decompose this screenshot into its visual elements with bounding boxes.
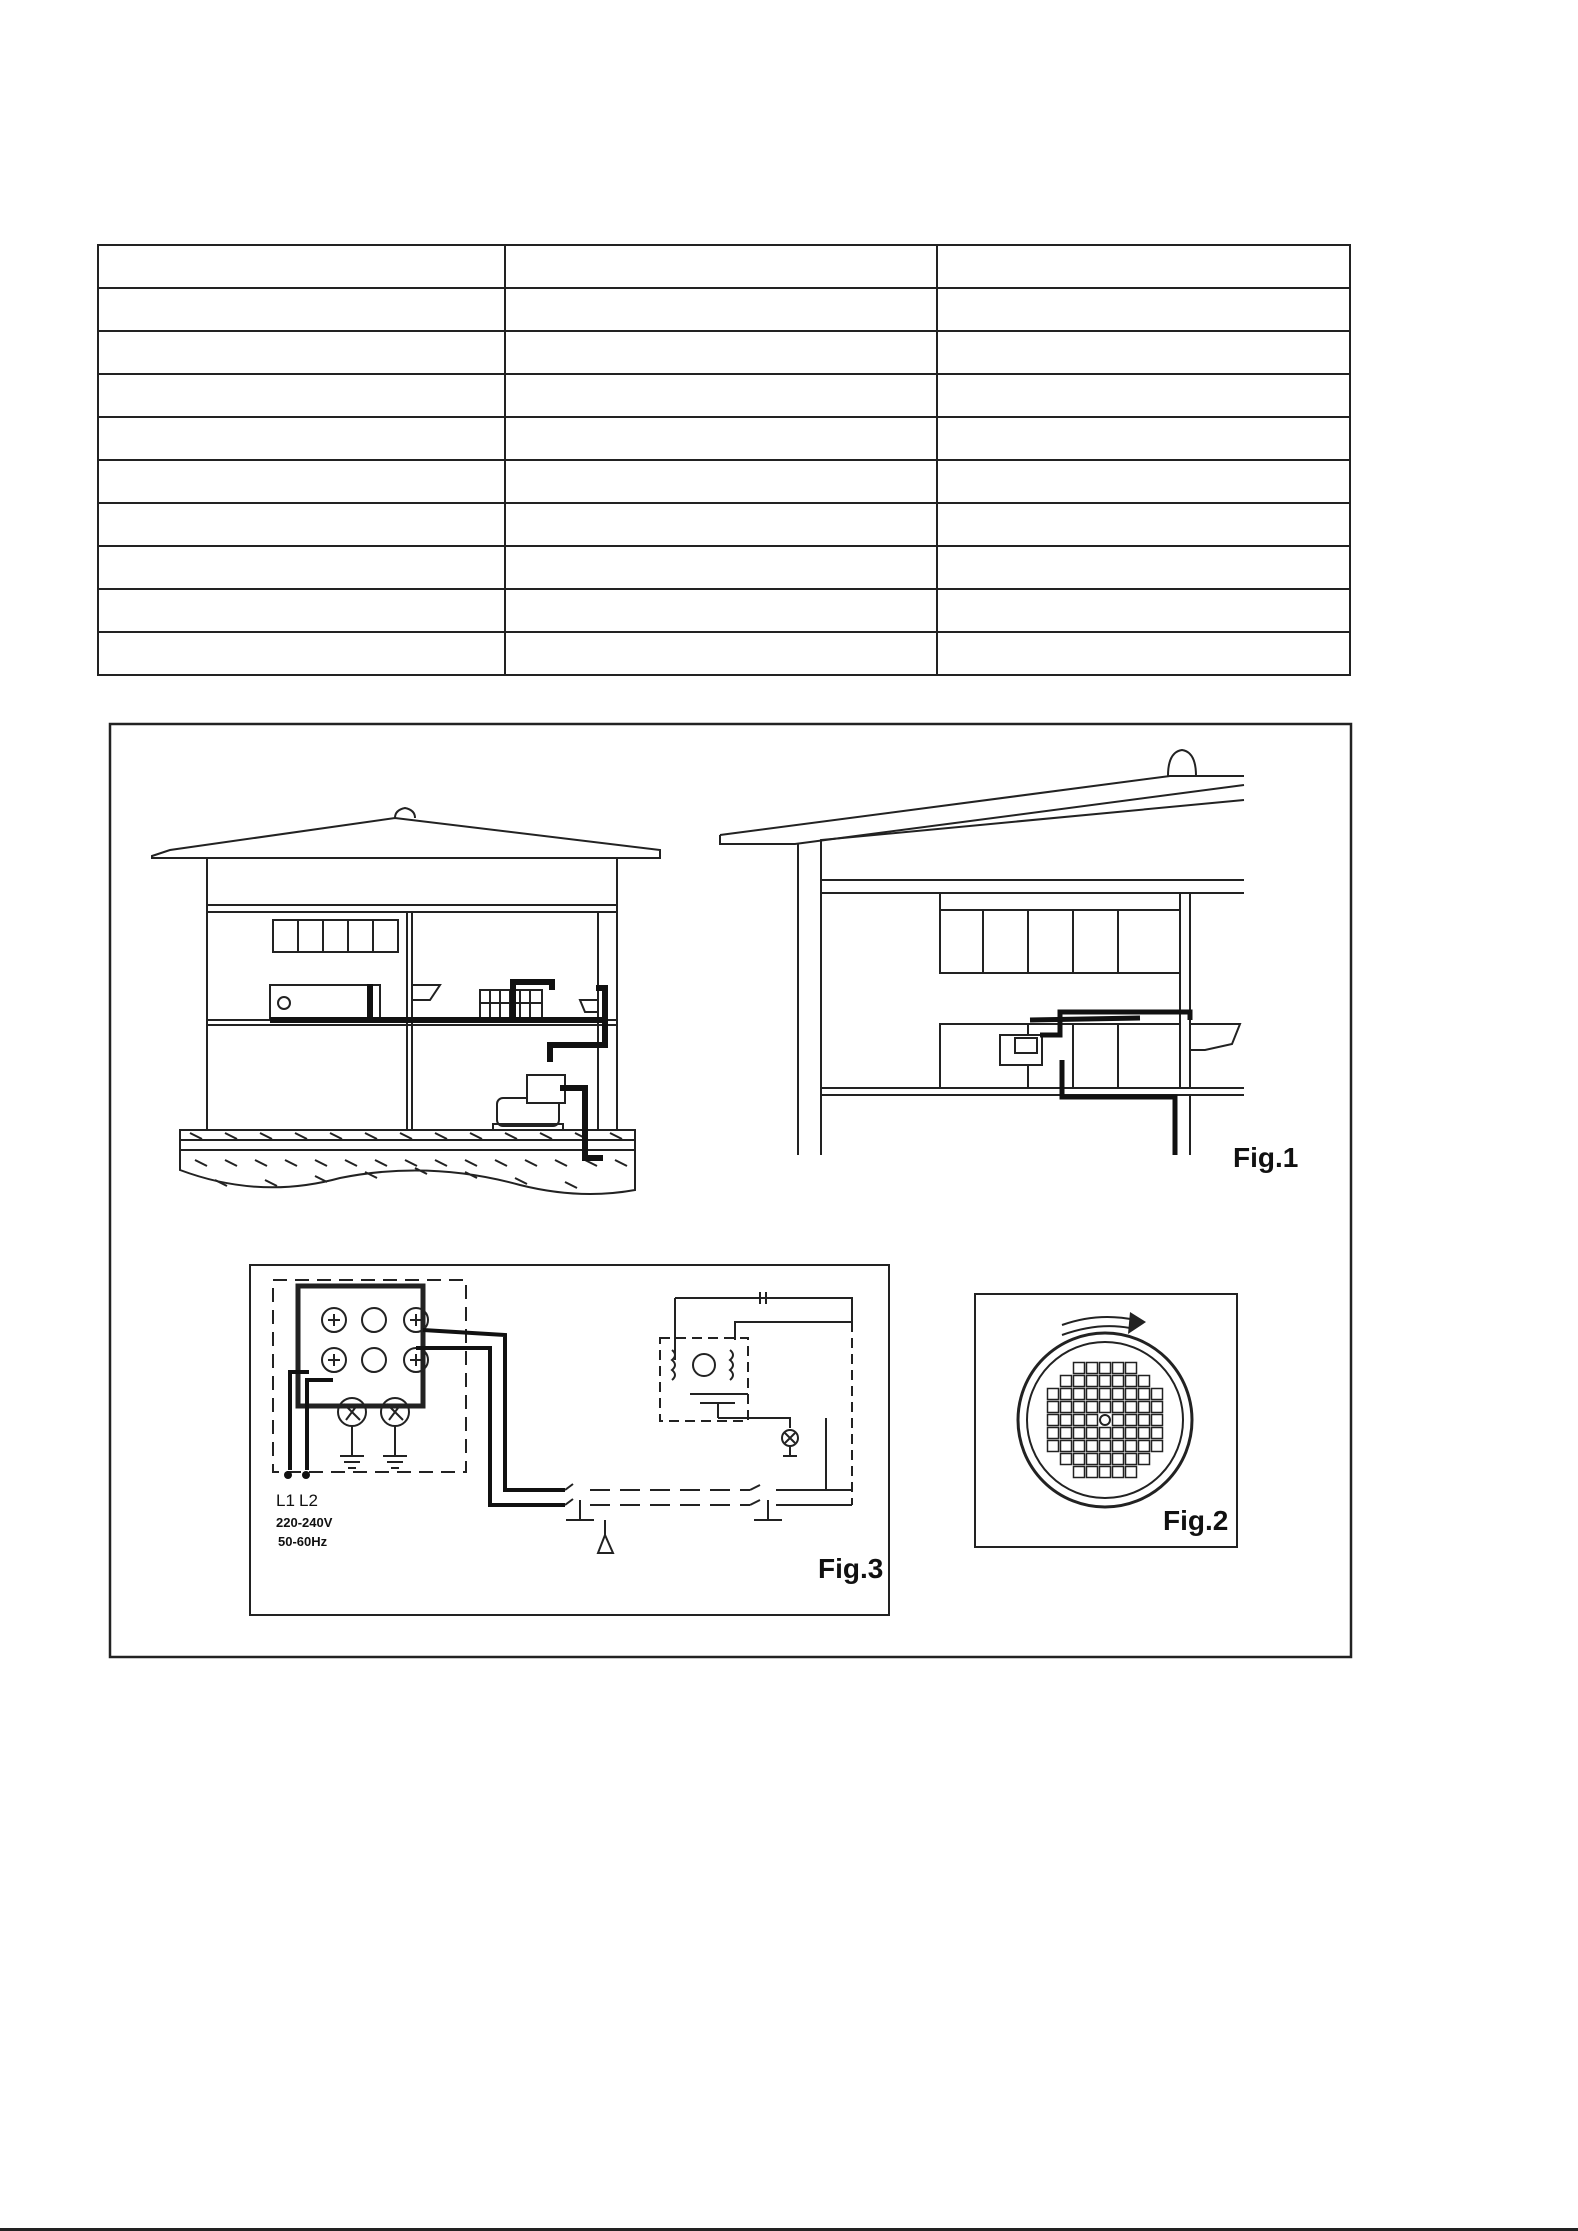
fig1-label: Fig.1 — [1233, 1142, 1299, 1173]
vent-slot — [1061, 1402, 1072, 1413]
vent-slot — [1139, 1389, 1150, 1400]
vent-slot — [1061, 1428, 1072, 1439]
vent-slot — [1152, 1441, 1163, 1452]
vent-slot — [1100, 1389, 1111, 1400]
fig3-label: Fig.3 — [818, 1553, 884, 1584]
fig2-label: Fig.2 — [1163, 1505, 1229, 1536]
vent-slot — [1113, 1428, 1124, 1439]
frequency-label: 50-60Hz — [278, 1534, 328, 1549]
vent-slot — [1139, 1441, 1150, 1452]
vent-slot — [1139, 1376, 1150, 1387]
vent-slot — [1113, 1402, 1124, 1413]
vent-slot — [1048, 1415, 1059, 1426]
vent-slot — [1074, 1428, 1085, 1439]
vent-slot — [1152, 1402, 1163, 1413]
vent-slot — [1139, 1428, 1150, 1439]
vent-slot — [1100, 1376, 1111, 1387]
vent-slot — [1074, 1402, 1085, 1413]
vent-slot — [1126, 1376, 1137, 1387]
terminal-l1-label: L1 — [276, 1491, 295, 1510]
vent-slot — [1074, 1376, 1085, 1387]
rotation-arrow-icon — [1128, 1312, 1146, 1334]
vent-slot — [1087, 1415, 1098, 1426]
vent-slot — [1126, 1389, 1137, 1400]
vent-slot — [1100, 1441, 1111, 1452]
vent-slot — [1087, 1467, 1098, 1478]
vent-slot — [1087, 1363, 1098, 1374]
vent-slot — [1087, 1376, 1098, 1387]
vent-slot — [1048, 1389, 1059, 1400]
vent-slot — [1152, 1428, 1163, 1439]
vent-slot — [1113, 1467, 1124, 1478]
vent-slot — [1126, 1441, 1137, 1452]
vent-slot — [1061, 1415, 1072, 1426]
vent-slot — [1139, 1415, 1150, 1426]
vent-grid — [1048, 1363, 1163, 1478]
vent-slot — [1126, 1402, 1137, 1413]
vent-slot — [1113, 1376, 1124, 1387]
vent-slot — [1100, 1454, 1111, 1465]
vent-slot — [1100, 1467, 1111, 1478]
vent-slot — [1061, 1454, 1072, 1465]
vent-slot — [1048, 1441, 1059, 1452]
vent-slot — [1087, 1428, 1098, 1439]
vent-slot — [1061, 1441, 1072, 1452]
vent-slot — [1152, 1415, 1163, 1426]
vent-slot — [1087, 1441, 1098, 1452]
vent-slot — [1126, 1467, 1137, 1478]
vent-slot — [1074, 1467, 1085, 1478]
vent-slot — [1074, 1454, 1085, 1465]
vent-slot — [1074, 1441, 1085, 1452]
vent-slot — [1113, 1389, 1124, 1400]
terminal-l1-dot — [284, 1471, 292, 1479]
vent-slot — [1048, 1402, 1059, 1413]
vent-slot — [1087, 1389, 1098, 1400]
vent-slot — [1126, 1415, 1137, 1426]
vent-slot — [1074, 1389, 1085, 1400]
vent-slot — [1126, 1454, 1137, 1465]
wiring-diagram — [273, 1280, 852, 1553]
vent-slot — [1126, 1363, 1137, 1374]
house-right-illustration — [720, 750, 1244, 1155]
vent-slot — [1126, 1428, 1137, 1439]
vent-slot — [1074, 1363, 1085, 1374]
vent-slot — [1048, 1428, 1059, 1439]
vent-slot — [1113, 1441, 1124, 1452]
vent-slot — [1087, 1454, 1098, 1465]
vent-slot — [1061, 1376, 1072, 1387]
terminal-l2-dot — [302, 1471, 310, 1479]
house-left-pipes — [270, 982, 605, 1158]
vent-slot — [1100, 1402, 1111, 1413]
house-right-pipes — [1030, 1012, 1190, 1155]
voltage-label: 220-240V — [276, 1515, 333, 1530]
vent-slot — [1152, 1389, 1163, 1400]
vent-slot — [1061, 1389, 1072, 1400]
vent-slot — [1139, 1402, 1150, 1413]
vent-slot — [1100, 1428, 1111, 1439]
vent-slot — [1113, 1415, 1124, 1426]
vent-slot — [1100, 1363, 1111, 1374]
vent-slot — [1139, 1454, 1150, 1465]
vent-slot — [1087, 1402, 1098, 1413]
vent-slot — [1074, 1415, 1085, 1426]
vent-slot — [1113, 1363, 1124, 1374]
vent-slot — [1113, 1454, 1124, 1465]
terminal-l2-label: L2 — [299, 1491, 318, 1510]
